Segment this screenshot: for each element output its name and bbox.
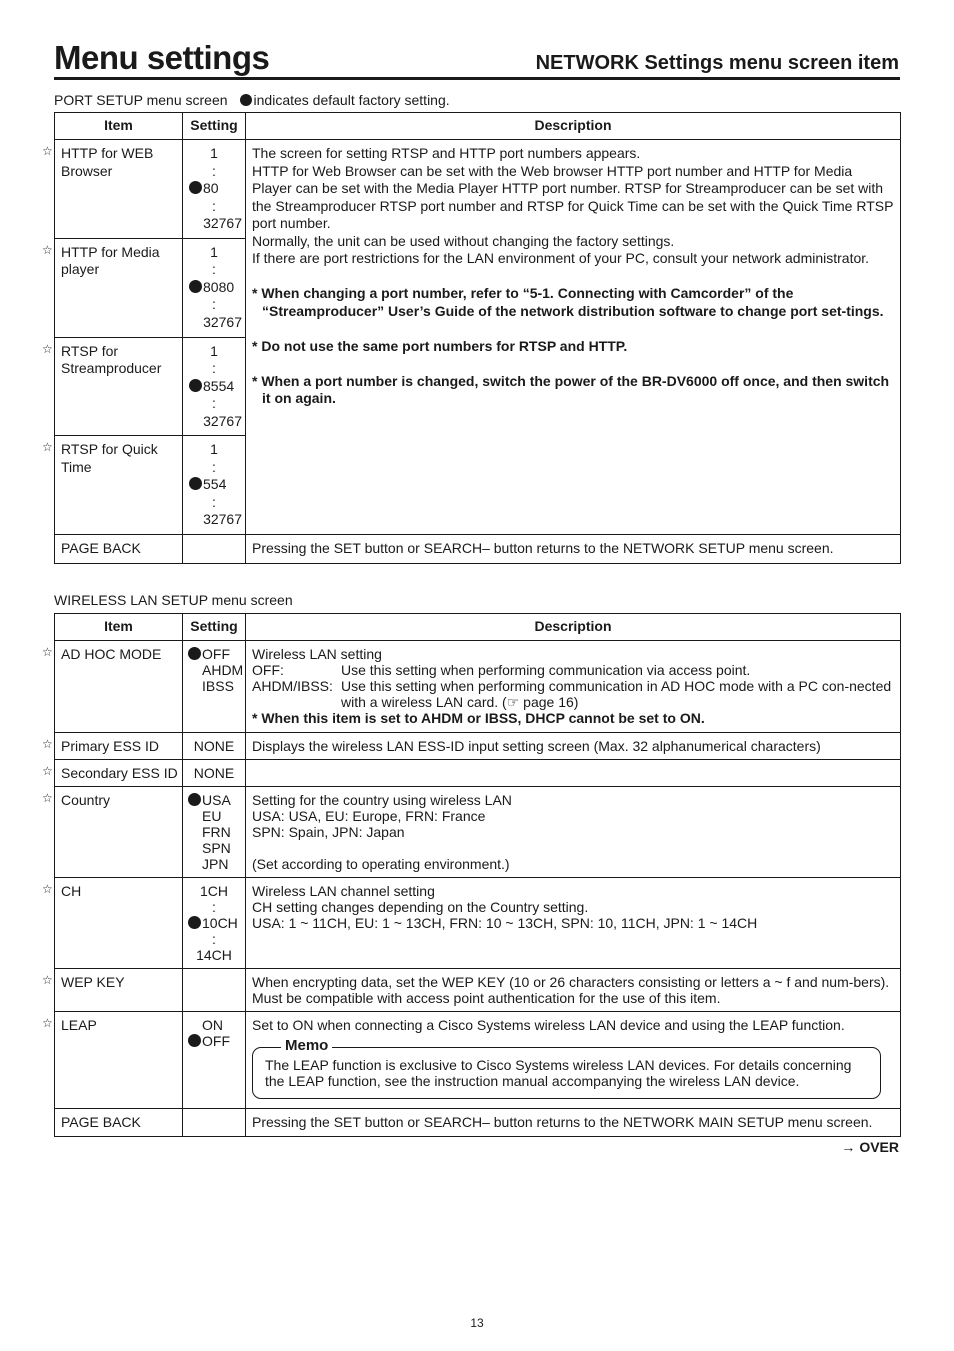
setting-default xyxy=(185,378,243,396)
description-cell: Pressing the SET button or SEARCH– button returns to the NETWORK SETUP menu screen. xyxy=(246,535,901,564)
table-row xyxy=(55,969,901,1012)
item-label: HTTP for Media player xyxy=(61,243,160,277)
setting-separator: : xyxy=(212,261,216,277)
setting-min: 1 xyxy=(210,145,218,161)
setting-separator: : xyxy=(212,931,216,947)
setting-max: 14CH xyxy=(196,947,232,963)
definition-row xyxy=(252,678,894,710)
setting-default-value: 10CH xyxy=(202,915,238,931)
definition-key: OFF: xyxy=(252,662,284,678)
setting-option: IBSS xyxy=(202,678,234,694)
definition-key: AHDM/IBSS: xyxy=(252,678,333,694)
description-text: Setting for the country using wireless LAN xyxy=(252,792,512,808)
memo-box xyxy=(252,1037,881,1099)
star-icon: ☆ xyxy=(42,144,53,158)
item-label: PAGE BACK xyxy=(61,540,141,556)
definition-value: Use this setting when performing communication via access point. xyxy=(341,662,751,678)
table-row xyxy=(55,641,901,733)
setting-min: 1 xyxy=(210,243,218,260)
table-row xyxy=(55,535,901,564)
default-bullet-icon xyxy=(189,477,202,490)
setting-default xyxy=(185,180,243,198)
column-header-description: Description xyxy=(246,113,901,140)
memo-text: The LEAP function is exclusive to Cisco Systems wireless LAN devices. For details concerning the LEAP function, see the instruction manual accompanying the wireless LAN device. xyxy=(265,1057,852,1089)
setting-cell xyxy=(183,535,246,564)
page-title: Menu settings xyxy=(54,39,270,76)
item-cell xyxy=(42,969,183,1012)
setting-option: SPN xyxy=(202,840,231,856)
item-cell xyxy=(42,1012,183,1109)
item-cell xyxy=(42,760,183,787)
setting-min: 1 xyxy=(210,342,218,359)
table-row xyxy=(55,878,901,969)
note-text: * When changing a port number, refer to “5-1. Connecting with Camcorder” of the “Streamproducer” User’s Guide of the network distribution software to change port set-tings. xyxy=(252,285,884,319)
description-text: If there are port restrictions for the LAN environment of your PC, consult your network administrator. xyxy=(252,250,870,266)
item-cell xyxy=(42,337,183,436)
description-text: SPN: Spain, JPN: Japan xyxy=(252,824,405,840)
description-cell xyxy=(246,787,901,878)
table-row xyxy=(55,1109,901,1137)
table-row xyxy=(55,760,901,787)
note-text: * When this item is set to AHDM or IBSS, DHCP cannot be set to ON. xyxy=(252,710,705,726)
setting-separator: : xyxy=(212,395,216,411)
item-label: Primary ESS ID xyxy=(61,738,160,754)
arrow-right-icon: → xyxy=(841,1139,856,1155)
setting-default-value: 8554 xyxy=(203,377,235,394)
setting-separator: : xyxy=(212,162,216,179)
title-rule xyxy=(54,77,900,80)
column-header-item: Item xyxy=(55,113,183,140)
setting-separator: : xyxy=(212,458,216,475)
setting-min: 1 xyxy=(210,441,218,457)
setting-option: OFF xyxy=(202,646,230,662)
setting-separator: : xyxy=(212,360,216,376)
star-icon: ☆ xyxy=(42,882,53,896)
description-text: (Set according to operating environment.) xyxy=(252,856,510,872)
setting-option: JPN xyxy=(202,856,229,872)
setting-default xyxy=(185,279,243,297)
default-legend: indicates default factory setting. xyxy=(253,92,450,108)
column-header-description: Description xyxy=(246,614,901,641)
setting-option: FRN xyxy=(202,824,231,840)
item-cell xyxy=(42,733,183,760)
item-cell xyxy=(42,787,183,878)
note-text: * Do not use the same port numbers for RTSP and HTTP. xyxy=(252,337,628,354)
item-label: RTSP for Streamproducer xyxy=(61,342,162,376)
star-icon: ☆ xyxy=(42,737,53,751)
setting-default-value: 554 xyxy=(203,476,227,492)
item-label: Country xyxy=(61,792,111,808)
setting-cell xyxy=(183,969,246,1012)
setting-default xyxy=(185,476,243,494)
default-bullet-icon xyxy=(188,647,201,660)
default-bullet-icon xyxy=(240,94,252,106)
table-row xyxy=(55,1012,901,1109)
table-row xyxy=(55,787,901,878)
default-bullet-icon xyxy=(188,793,201,806)
setting-default-value: 8080 xyxy=(203,278,235,295)
setting-max: 32767 xyxy=(203,511,242,527)
page-number: 13 xyxy=(470,1316,484,1330)
description-cell xyxy=(246,140,901,535)
description-text: Normally, the unit can be used without changing the factory settings. xyxy=(252,232,675,249)
setting-min: 1CH xyxy=(199,883,228,899)
setting-cell xyxy=(183,878,246,969)
setting-default xyxy=(185,915,243,931)
column-header-item: Item xyxy=(55,614,183,641)
setting-default xyxy=(188,1033,243,1049)
setting-default-value: 80 xyxy=(203,180,219,196)
setting-cell xyxy=(183,1109,246,1137)
item-cell xyxy=(42,140,183,239)
description-text: HTTP for Web Browser can be set with the Web browser HTTP port number and HTTP for Media Player can be set with the Media Player HTTP port number. RTSP for Streamproducer can be set with the Streamproducer RTSP port number and RTSP for Quick Time can be set with the Quick Time RTSP port number. xyxy=(252,162,894,231)
description-cell xyxy=(246,1012,901,1109)
star-icon: ☆ xyxy=(42,973,53,987)
port-setup-caption xyxy=(54,92,450,109)
default-bullet-icon xyxy=(189,181,202,194)
wireless-table xyxy=(42,613,901,1137)
setting-separator: : xyxy=(212,899,216,915)
default-bullet-icon xyxy=(188,916,201,929)
setting-cell xyxy=(183,238,246,337)
definition-value: Use this setting when performing communication in AD HOC mode with a PC con-nected with a wireless LAN card. (☞ page 16) xyxy=(341,678,892,710)
port-setup-caption-text: PORT SETUP menu screen xyxy=(54,92,228,108)
description-text: The screen for setting RTSP and HTTP port numbers appears. xyxy=(252,145,641,161)
port-setup-table xyxy=(42,112,901,564)
setting-cell xyxy=(183,787,246,878)
item-cell xyxy=(55,535,183,564)
item-cell xyxy=(42,238,183,337)
setting-max: 32767 xyxy=(203,313,242,330)
item-cell xyxy=(42,436,183,535)
description-cell xyxy=(246,760,901,787)
description-text: USA: 1 ~ 11CH, EU: 1 ~ 13CH, FRN: 10 ~ 13CH, SPN: 10, 11CH, JPN: 1 ~ 14CH xyxy=(252,915,758,931)
item-label: AD HOC MODE xyxy=(61,646,162,662)
setting-separator: : xyxy=(212,493,216,510)
description-cell: Pressing the SET button or SEARCH– button returns to the NETWORK MAIN SETUP menu screen. xyxy=(246,1109,901,1137)
setting-option: EU xyxy=(202,808,222,824)
description-text: Wireless LAN channel setting xyxy=(252,883,435,899)
definition-row xyxy=(252,662,894,678)
description-text: Wireless LAN setting xyxy=(252,646,382,662)
setting-cell xyxy=(183,436,246,535)
description-text: USA: USA, EU: Europe, FRN: France xyxy=(252,808,486,824)
setting-cell xyxy=(183,337,246,436)
setting-max: 32767 xyxy=(203,412,242,429)
memo-label: Memo xyxy=(281,1037,332,1055)
item-cell xyxy=(55,1109,183,1137)
table-header-row xyxy=(55,113,901,140)
description-cell: Displays the wireless LAN ESS-ID input setting screen (Max. 32 alphanumerical characters) xyxy=(246,733,901,760)
table-row xyxy=(55,140,901,239)
page-subtitle: NETWORK Settings menu screen item xyxy=(535,52,899,74)
setting-cell xyxy=(183,140,246,239)
star-icon: ☆ xyxy=(42,791,53,805)
star-icon: ☆ xyxy=(42,341,53,356)
setting-cell xyxy=(183,641,246,733)
item-label: HTTP for WEB Browser xyxy=(61,145,154,179)
over-label: OVER xyxy=(859,1139,899,1155)
item-label: RTSP for Quick Time xyxy=(61,441,158,475)
table-row xyxy=(55,733,901,760)
default-bullet-icon xyxy=(189,280,202,293)
column-header-setting: Setting xyxy=(183,113,246,140)
setting-option: ON xyxy=(202,1017,223,1033)
star-icon: ☆ xyxy=(42,242,53,257)
description-cell xyxy=(246,878,901,969)
setting-option: OFF xyxy=(202,1033,230,1049)
item-label: LEAP xyxy=(61,1017,97,1033)
star-icon: ☆ xyxy=(42,1016,53,1030)
column-header-setting: Setting xyxy=(183,614,246,641)
item-cell xyxy=(42,878,183,969)
description-cell: When encrypting data, set the WEP KEY (10 or 26 characters consisting or letters a ~ f and num-bers). Must be compatible with access point authentication for the use of this item. xyxy=(246,969,901,1012)
setting-option: USA xyxy=(202,792,231,808)
table-header-row xyxy=(55,614,901,641)
continued-indicator xyxy=(841,1139,899,1156)
setting-separator: : xyxy=(212,296,216,312)
setting-max: 32767 xyxy=(203,215,242,231)
description-text: Set to ON when connecting a Cisco Systems wireless LAN device and using the LEAP function. xyxy=(252,1017,845,1033)
setting-default xyxy=(188,646,243,662)
star-icon: ☆ xyxy=(42,440,53,454)
item-label: PAGE BACK xyxy=(61,1114,141,1130)
note-text: * When a port number is changed, switch the power of the BR-DV6000 off once, and then switch it on again. xyxy=(252,372,890,406)
setting-default xyxy=(188,792,243,808)
star-icon: ☆ xyxy=(42,645,53,659)
setting-cell xyxy=(183,1012,246,1109)
item-cell xyxy=(42,641,183,733)
default-bullet-icon xyxy=(189,379,202,392)
description-text: CH setting changes depending on the Country setting. xyxy=(252,899,589,915)
item-label: CH xyxy=(61,883,82,899)
wireless-caption: WIRELESS LAN SETUP menu screen xyxy=(54,592,293,608)
item-label: WEP KEY xyxy=(61,974,125,990)
setting-cell: NONE xyxy=(183,760,246,787)
setting-option: AHDM xyxy=(202,662,244,678)
star-icon: ☆ xyxy=(42,764,53,778)
description-cell xyxy=(246,641,901,733)
default-bullet-icon xyxy=(188,1034,201,1047)
setting-cell: NONE xyxy=(183,733,246,760)
setting-separator: : xyxy=(212,197,216,214)
item-label: Secondary ESS ID xyxy=(61,765,178,781)
